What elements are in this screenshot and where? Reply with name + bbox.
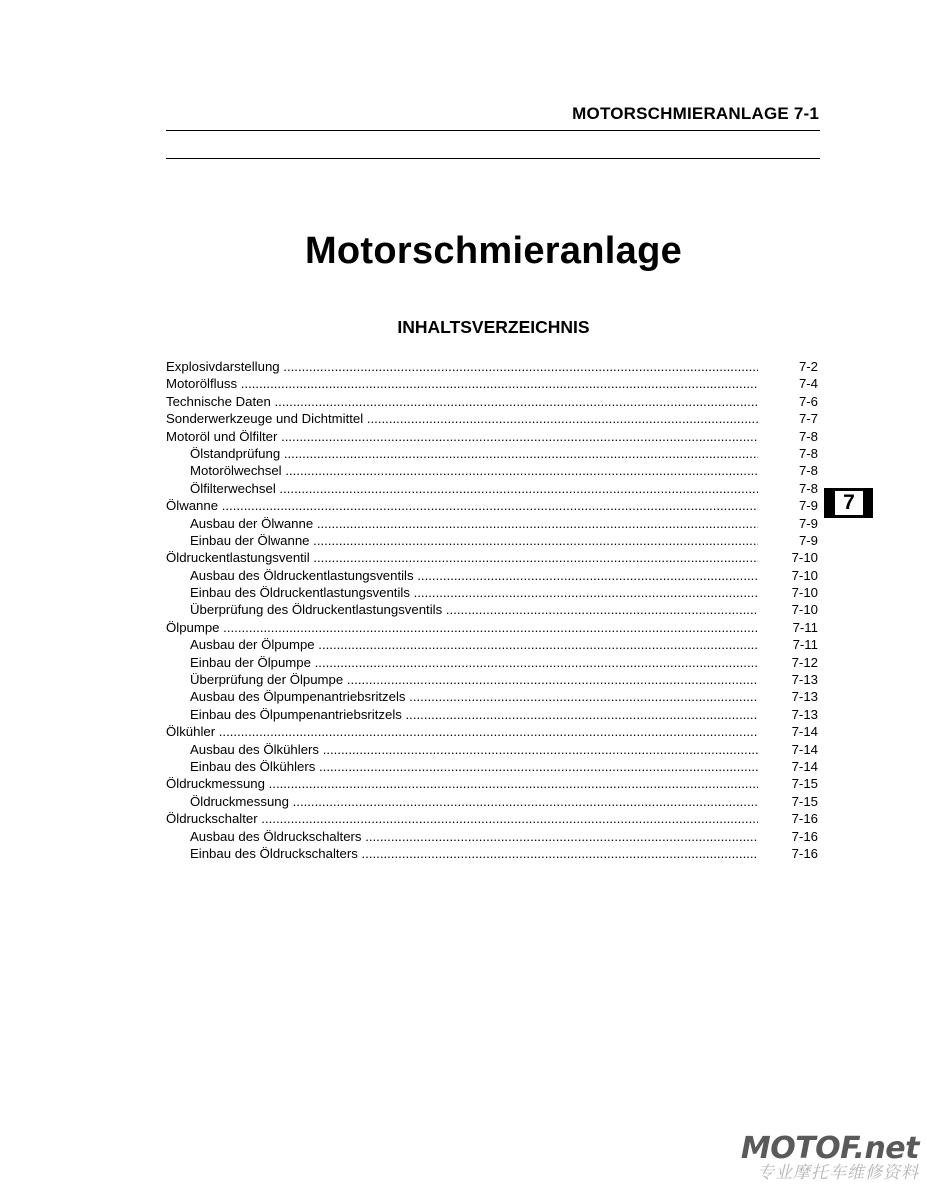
toc-entry-label: Ausbau des Ölkühlers ..... [166,741,758,758]
toc-entry-label: Einbau des Öldruckschalters ..... [166,845,758,862]
toc-subentry[interactable] [166,480,818,497]
toc-entry[interactable] [166,358,818,375]
toc-entry-label: Einbau der Ölwanne ..... [166,532,758,549]
toc-entry-label: Einbau des Ölpumpenantriebsritzels ..... [166,706,758,723]
toc-subentry[interactable] [166,462,818,479]
toc-entry[interactable] [166,497,818,514]
table-of-contents [166,358,818,862]
toc-entry[interactable] [166,619,818,636]
toc-entry[interactable] [166,810,818,827]
toc-entry-label: Öldruckschalter ..... [166,810,758,827]
toc-entry-label: Motoröl und Ölfilter ..... [166,428,758,445]
toc-subentry[interactable] [166,828,818,845]
toc-entry-page: 7-9 [798,515,818,531]
running-header: MOTORSCHMIERANLAGE 7-1 [572,104,819,123]
watermark [740,1131,919,1183]
toc-entry-page: 7-14 [791,741,818,757]
toc-entry-label: Öldruckmessung ..... [166,793,758,810]
toc-entry-label: Ausbau des Öldruckentlastungsventils ..... [166,567,758,584]
toc-entry-label: Ölkühler ..... [166,723,758,740]
header-rule-bottom [166,158,820,159]
toc-heading: INHALTSVERZEICHNIS [397,317,590,337]
toc-entry[interactable] [166,723,818,740]
toc-entry-page: 7-9 [798,532,818,548]
toc-entry-label: Überprüfung des Öldruckentlastungsventils ..... [166,601,758,618]
toc-entry-label: Öldruckentlastungsventil ..... [166,549,758,566]
toc-entry-label: Motorölfluss ..... [166,375,758,392]
toc-entry-page: 7-13 [791,689,818,705]
toc-subentry[interactable] [166,671,818,688]
toc-entry-page: 7-15 [791,776,818,792]
toc-subentry[interactable] [166,688,818,705]
toc-entry-label: Ölwanne ..... [166,497,758,514]
toc-entry-page: 7-10 [791,550,818,566]
toc-entry-label: Öldruckmessung ..... [166,775,758,792]
toc-entry-label: Einbau des Ölkühlers ..... [166,758,758,775]
toc-entry-page: 7-11 [792,619,818,635]
toc-entry-page: 7-9 [798,498,818,514]
toc-entry-label: Ölpumpe ..... [166,619,758,636]
toc-entry[interactable] [166,428,818,445]
toc-entry-page: 7-10 [791,567,818,583]
toc-entry[interactable] [166,410,818,427]
toc-entry-page: 7-13 [791,706,818,722]
toc-entry-label: Ausbau der Ölpumpe ..... [166,636,758,653]
toc-entry[interactable] [166,549,818,566]
toc-entry-page: 7-15 [791,793,818,809]
toc-entry-page: 7-12 [791,654,818,670]
toc-subentry[interactable] [166,793,818,810]
toc-entry-page: 7-11 [792,637,818,653]
page-title: Motorschmieranlage [304,230,683,272]
toc-entry-label: Ausbau des Ölpumpenantriebsritzels ..... [166,688,758,705]
toc-entry-page: 7-10 [791,585,818,601]
toc-entry-page: 7-13 [791,672,818,688]
toc-subentry[interactable] [166,706,818,723]
toc-entry-label: Ausbau der Ölwanne ..... [166,515,758,532]
toc-entry-page: 7-7 [798,411,818,427]
toc-subentry[interactable] [166,758,818,775]
toc-entry-page: 7-4 [798,376,818,392]
toc-entry-page: 7-6 [798,393,818,409]
toc-subentry[interactable] [166,515,818,532]
toc-subentry[interactable] [166,654,818,671]
watermark-logo: MOTOF.net [740,1131,919,1166]
toc-entry-page: 7-14 [791,724,818,740]
toc-entry-label: Ölstandprüfung ..... [166,445,758,462]
watermark-tagline: 专业摩托车维修资料 [757,1163,919,1183]
toc-entry-page: 7-16 [791,811,818,827]
toc-entry-label: Überprüfung der Ölpumpe ..... [166,671,758,688]
toc-entry-label: Sonderwerkzeuge und Dichtmittel ..... [166,410,758,427]
toc-entry-label: Einbau des Öldruckentlastungsventils ..... [166,584,758,601]
toc-entry-page: 7-2 [798,359,818,374]
chapter-number: 7 [835,491,863,515]
toc-subentry[interactable] [166,601,818,618]
toc-entry-page: 7-14 [791,758,818,774]
toc-subentry[interactable] [166,741,818,758]
toc-subentry[interactable] [166,845,818,862]
chapter-tab [824,488,873,518]
toc-subentry[interactable] [166,636,818,653]
toc-subentry[interactable] [166,532,818,549]
toc-entry-page: 7-8 [798,428,818,444]
toc-entry[interactable] [166,775,818,792]
toc-entry-label: Ölfilterwechsel ..... [166,480,758,497]
toc-entry-label: Technische Daten ..... [166,393,758,410]
toc-entry[interactable] [166,393,818,410]
toc-entry-page: 7-8 [798,463,818,479]
toc-entry-page: 7-8 [798,445,818,461]
toc-entry-page: 7-16 [791,828,818,844]
header-rule-top [166,130,820,131]
toc-entry[interactable] [166,375,818,392]
toc-entry-label: Motorölwechsel ..... [166,462,758,479]
toc-entry-label: Einbau der Ölpumpe ..... [166,654,758,671]
toc-subentry[interactable] [166,445,818,462]
toc-entry-page: 7-8 [798,480,818,496]
toc-subentry[interactable] [166,584,818,601]
toc-subentry[interactable] [166,567,818,584]
toc-entry-page: 7-10 [791,602,818,618]
toc-entry-label: Ausbau des Öldruckschalters ..... [166,828,758,845]
toc-entry-label: Explosivdarstellung ..... [166,358,758,375]
toc-entry-page: 7-16 [791,845,818,861]
